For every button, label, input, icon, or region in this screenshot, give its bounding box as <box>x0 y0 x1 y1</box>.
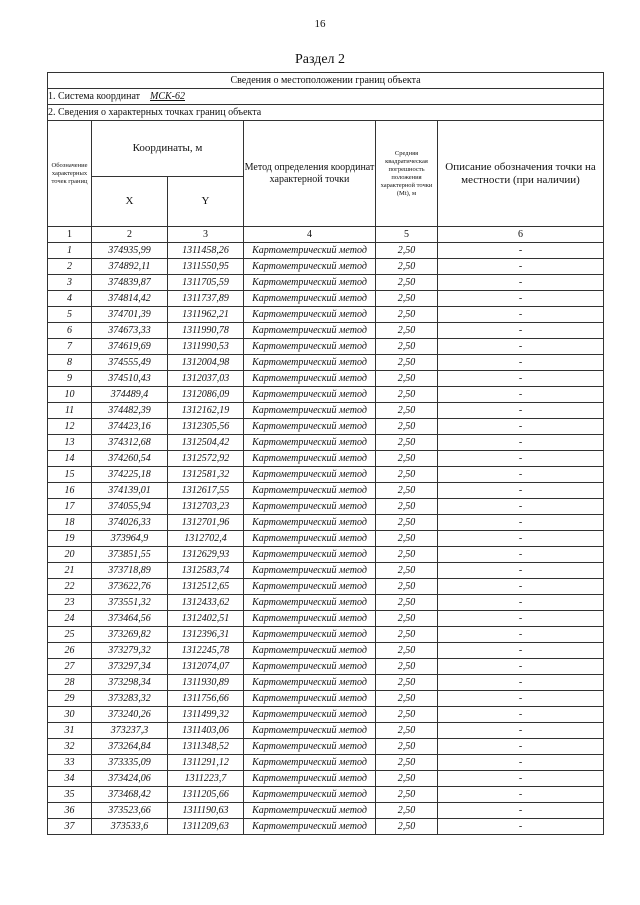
cell-x: 374839,87 <box>92 275 168 291</box>
table-row <box>48 371 604 387</box>
cell-point-number: 12 <box>48 419 92 435</box>
cell-x: 373468,42 <box>92 787 168 803</box>
cell-x: 373269,82 <box>92 627 168 643</box>
cell-x: 373523,66 <box>92 803 168 819</box>
cell-description: - <box>438 483 604 499</box>
table-row <box>48 579 604 595</box>
table-row <box>48 275 604 291</box>
cell-description: - <box>438 691 604 707</box>
table-row <box>48 339 604 355</box>
cell-point-number: 25 <box>48 627 92 643</box>
cell-mean-error: 2,50 <box>376 707 438 723</box>
cell-method: Картометрический метод <box>244 403 376 419</box>
cell-y: 1311990,78 <box>168 323 244 339</box>
cell-y: 1312245,78 <box>168 643 244 659</box>
table-row <box>48 691 604 707</box>
cell-point-number: 19 <box>48 531 92 547</box>
cell-method: Картометрический метод <box>244 499 376 515</box>
table-row <box>48 307 604 323</box>
cell-point-number: 35 <box>48 787 92 803</box>
cell-description: - <box>438 419 604 435</box>
table-row <box>48 435 604 451</box>
cell-y: 1311930,89 <box>168 675 244 691</box>
cell-x: 374482,39 <box>92 403 168 419</box>
header-y: Y <box>168 177 244 227</box>
cell-method: Картометрический метод <box>244 803 376 819</box>
cell-x: 374489,4 <box>92 387 168 403</box>
cell-mean-error: 2,50 <box>376 451 438 467</box>
cell-description: - <box>438 707 604 723</box>
cell-point-number: 16 <box>48 483 92 499</box>
cell-y: 1311291,12 <box>168 755 244 771</box>
cell-method: Картометрический метод <box>244 435 376 451</box>
points-section-label: 2. Сведения о характерных точках границ объекта <box>48 105 604 121</box>
cell-point-number: 13 <box>48 435 92 451</box>
cell-method: Картометрический метод <box>244 659 376 675</box>
cell-point-number: 8 <box>48 355 92 371</box>
cell-point-number: 24 <box>48 611 92 627</box>
table-row <box>48 259 604 275</box>
cell-description: - <box>438 243 604 259</box>
table-row <box>48 323 604 339</box>
table-row <box>48 611 604 627</box>
header-point-designation: Обозначение характерных точек границ <box>48 121 92 227</box>
cell-method: Картометрический метод <box>244 595 376 611</box>
cell-x: 373424,06 <box>92 771 168 787</box>
cell-point-number: 7 <box>48 339 92 355</box>
cell-method: Картометрический метод <box>244 387 376 403</box>
cell-description: - <box>438 579 604 595</box>
cell-mean-error: 2,50 <box>376 275 438 291</box>
cell-y: 1312703,23 <box>168 499 244 515</box>
cell-description: - <box>438 403 604 419</box>
cell-y: 1311403,06 <box>168 723 244 739</box>
header-description: Описание обозначения точки на местности (при наличии) <box>438 121 604 227</box>
cell-y: 1312074,07 <box>168 659 244 675</box>
cell-method: Картометрический метод <box>244 323 376 339</box>
cell-y: 1312583,74 <box>168 563 244 579</box>
cell-mean-error: 2,50 <box>376 755 438 771</box>
cell-method: Картометрический метод <box>244 355 376 371</box>
cell-x: 373297,34 <box>92 659 168 675</box>
cell-mean-error: 2,50 <box>376 627 438 643</box>
cell-point-number: 36 <box>48 803 92 819</box>
cell-mean-error: 2,50 <box>376 803 438 819</box>
cell-y: 1312162,19 <box>168 403 244 419</box>
cell-point-number: 2 <box>48 259 92 275</box>
cell-point-number: 21 <box>48 563 92 579</box>
cell-description: - <box>438 307 604 323</box>
cell-point-number: 14 <box>48 451 92 467</box>
cell-method: Картометрический метод <box>244 371 376 387</box>
cell-description: - <box>438 435 604 451</box>
column-number: 3 <box>168 227 244 243</box>
cell-y: 1311190,63 <box>168 803 244 819</box>
table-row <box>48 803 604 819</box>
column-number: 6 <box>438 227 604 243</box>
cell-point-number: 23 <box>48 595 92 611</box>
cell-y: 1312617,55 <box>168 483 244 499</box>
cell-x: 374026,33 <box>92 515 168 531</box>
cell-y: 1312433,62 <box>168 595 244 611</box>
cell-description: - <box>438 371 604 387</box>
cell-point-number: 10 <box>48 387 92 403</box>
table-row <box>48 707 604 723</box>
column-number: 5 <box>376 227 438 243</box>
cell-method: Картометрический метод <box>244 483 376 499</box>
cell-description: - <box>438 739 604 755</box>
cell-point-number: 1 <box>48 243 92 259</box>
cell-method: Картометрический метод <box>244 531 376 547</box>
cell-x: 373298,34 <box>92 675 168 691</box>
cell-x: 374510,43 <box>92 371 168 387</box>
cell-mean-error: 2,50 <box>376 291 438 307</box>
cell-method: Картометрический метод <box>244 275 376 291</box>
coordinates-table <box>47 72 604 835</box>
cell-point-number: 20 <box>48 547 92 563</box>
cell-point-number: 4 <box>48 291 92 307</box>
table-row <box>48 739 604 755</box>
cell-mean-error: 2,50 <box>376 579 438 595</box>
table-row <box>48 819 604 835</box>
cell-method: Картометрический метод <box>244 291 376 307</box>
cell-description: - <box>438 643 604 659</box>
cell-point-number: 32 <box>48 739 92 755</box>
cell-method: Картометрический метод <box>244 819 376 835</box>
cell-mean-error: 2,50 <box>376 819 438 835</box>
cell-mean-error: 2,50 <box>376 691 438 707</box>
cell-method: Картометрический метод <box>244 579 376 595</box>
cell-description: - <box>438 771 604 787</box>
cell-mean-error: 2,50 <box>376 243 438 259</box>
cell-description: - <box>438 547 604 563</box>
table-row <box>48 563 604 579</box>
cell-description: - <box>438 803 604 819</box>
cell-y: 1311458,26 <box>168 243 244 259</box>
cell-point-number: 9 <box>48 371 92 387</box>
table-row <box>48 627 604 643</box>
cell-description: - <box>438 755 604 771</box>
cell-x: 374312,68 <box>92 435 168 451</box>
cell-x: 373283,32 <box>92 691 168 707</box>
cell-description: - <box>438 451 604 467</box>
cell-description: - <box>438 323 604 339</box>
table-row <box>48 243 604 259</box>
table-row <box>48 643 604 659</box>
cell-mean-error: 2,50 <box>376 675 438 691</box>
cell-description: - <box>438 291 604 307</box>
cell-point-number: 27 <box>48 659 92 675</box>
cell-point-number: 29 <box>48 691 92 707</box>
cell-method: Картометрический метод <box>244 691 376 707</box>
cell-method: Картометрический метод <box>244 787 376 803</box>
table-row <box>48 675 604 691</box>
cell-mean-error: 2,50 <box>376 355 438 371</box>
table-row <box>48 467 604 483</box>
cell-point-number: 34 <box>48 771 92 787</box>
cell-x: 373240,26 <box>92 707 168 723</box>
cell-mean-error: 2,50 <box>376 419 438 435</box>
cell-y: 1312512,65 <box>168 579 244 595</box>
cell-mean-error: 2,50 <box>376 499 438 515</box>
cell-description: - <box>438 627 604 643</box>
cell-mean-error: 2,50 <box>376 323 438 339</box>
table-row <box>48 515 604 531</box>
cell-y: 1312701,96 <box>168 515 244 531</box>
cell-method: Картометрический метод <box>244 467 376 483</box>
cell-method: Картометрический метод <box>244 243 376 259</box>
table-row <box>48 291 604 307</box>
cell-x: 373464,56 <box>92 611 168 627</box>
header-mean-error: Средняя квадратическая погрешность положения характерной точки (Mt), м <box>376 121 438 227</box>
header-method: Метод определения координат характерной точки <box>244 121 376 227</box>
cell-description: - <box>438 515 604 531</box>
cell-x: 373851,55 <box>92 547 168 563</box>
cell-method: Картометрический метод <box>244 707 376 723</box>
cell-description: - <box>438 595 604 611</box>
cell-description: - <box>438 675 604 691</box>
column-number: 2 <box>92 227 168 243</box>
cell-method: Картометрический метод <box>244 307 376 323</box>
cell-mean-error: 2,50 <box>376 387 438 403</box>
cell-method: Картометрический метод <box>244 515 376 531</box>
cell-method: Картометрический метод <box>244 723 376 739</box>
cell-point-number: 37 <box>48 819 92 835</box>
cell-mean-error: 2,50 <box>376 563 438 579</box>
cell-description: - <box>438 531 604 547</box>
header-x: X <box>92 177 168 227</box>
cell-x: 374814,42 <box>92 291 168 307</box>
table-row <box>48 483 604 499</box>
cell-mean-error: 2,50 <box>376 403 438 419</box>
cell-y: 1312702,4 <box>168 531 244 547</box>
cell-x: 374139,01 <box>92 483 168 499</box>
cell-y: 1312037,03 <box>168 371 244 387</box>
table-row <box>48 547 604 563</box>
cell-description: - <box>438 275 604 291</box>
table-row <box>48 387 604 403</box>
section-title: Раздел 2 <box>294 52 346 67</box>
cell-description: - <box>438 787 604 803</box>
cell-point-number: 26 <box>48 643 92 659</box>
cell-x: 373335,09 <box>92 755 168 771</box>
cell-point-number: 33 <box>48 755 92 771</box>
cell-y: 1311550,95 <box>168 259 244 275</box>
cell-point-number: 28 <box>48 675 92 691</box>
cell-method: Картометрический метод <box>244 563 376 579</box>
table-row <box>48 787 604 803</box>
cell-point-number: 30 <box>48 707 92 723</box>
cell-mean-error: 2,50 <box>376 435 438 451</box>
cell-y: 1312629,93 <box>168 547 244 563</box>
cell-mean-error: 2,50 <box>376 659 438 675</box>
coordinate-system-value: МСК-62 <box>150 91 186 102</box>
cell-x: 373279,32 <box>92 643 168 659</box>
cell-point-number: 6 <box>48 323 92 339</box>
cell-y: 1311990,53 <box>168 339 244 355</box>
cell-method: Картометрический метод <box>244 675 376 691</box>
cell-x: 374673,33 <box>92 323 168 339</box>
table-row <box>48 403 604 419</box>
cell-point-number: 11 <box>48 403 92 419</box>
cell-x: 374935,99 <box>92 243 168 259</box>
cell-mean-error: 2,50 <box>376 723 438 739</box>
cell-y: 1311348,52 <box>168 739 244 755</box>
table-row <box>48 723 604 739</box>
cell-y: 1311499,32 <box>168 707 244 723</box>
cell-description: - <box>438 259 604 275</box>
cell-description: - <box>438 499 604 515</box>
cell-mean-error: 2,50 <box>376 771 438 787</box>
cell-mean-error: 2,50 <box>376 339 438 355</box>
coordinate-system-label: 1. Система координат <box>48 91 141 102</box>
cell-x: 374225,18 <box>92 467 168 483</box>
cell-y: 1311737,89 <box>168 291 244 307</box>
cell-y: 1311205,66 <box>168 787 244 803</box>
cell-y: 1312396,31 <box>168 627 244 643</box>
cell-description: - <box>438 819 604 835</box>
cell-mean-error: 2,50 <box>376 307 438 323</box>
cell-y: 1311209,63 <box>168 819 244 835</box>
cell-y: 1312305,56 <box>168 419 244 435</box>
table-row <box>48 771 604 787</box>
column-numbers-row <box>48 227 604 243</box>
table-row <box>48 595 604 611</box>
cell-y: 1312086,09 <box>168 387 244 403</box>
table-title: Сведения о местоположении границ объекта <box>48 73 604 89</box>
cell-method: Картометрический метод <box>244 451 376 467</box>
table-row <box>48 419 604 435</box>
table-row <box>48 355 604 371</box>
cell-method: Картометрический метод <box>244 627 376 643</box>
cell-x: 373622,76 <box>92 579 168 595</box>
page-number: 16 <box>314 18 326 30</box>
header-coordinates: Координаты, м <box>92 121 244 177</box>
column-number: 4 <box>244 227 376 243</box>
cell-y: 1311223,7 <box>168 771 244 787</box>
cell-point-number: 31 <box>48 723 92 739</box>
cell-mean-error: 2,50 <box>376 515 438 531</box>
cell-x: 374260,54 <box>92 451 168 467</box>
cell-y: 1312504,42 <box>168 435 244 451</box>
cell-mean-error: 2,50 <box>376 611 438 627</box>
cell-x: 373964,9 <box>92 531 168 547</box>
cell-y: 1312004,98 <box>168 355 244 371</box>
cell-method: Картометрический метод <box>244 611 376 627</box>
cell-x: 374423,16 <box>92 419 168 435</box>
column-number: 1 <box>48 227 92 243</box>
cell-x: 373237,3 <box>92 723 168 739</box>
cell-x: 374619,69 <box>92 339 168 355</box>
cell-method: Картометрический метод <box>244 259 376 275</box>
cell-mean-error: 2,50 <box>376 467 438 483</box>
cell-mean-error: 2,50 <box>376 787 438 803</box>
cell-mean-error: 2,50 <box>376 531 438 547</box>
cell-description: - <box>438 611 604 627</box>
cell-point-number: 3 <box>48 275 92 291</box>
cell-mean-error: 2,50 <box>376 259 438 275</box>
coordinate-system-row <box>48 89 604 105</box>
cell-point-number: 5 <box>48 307 92 323</box>
cell-y: 1312581,32 <box>168 467 244 483</box>
cell-x: 373718,89 <box>92 563 168 579</box>
table-row <box>48 451 604 467</box>
cell-method: Картометрический метод <box>244 339 376 355</box>
cell-mean-error: 2,50 <box>376 643 438 659</box>
cell-description: - <box>438 467 604 483</box>
cell-x: 373551,32 <box>92 595 168 611</box>
cell-x: 374555,49 <box>92 355 168 371</box>
cell-mean-error: 2,50 <box>376 739 438 755</box>
cell-description: - <box>438 355 604 371</box>
cell-x: 373264,84 <box>92 739 168 755</box>
table-row <box>48 755 604 771</box>
cell-y: 1311756,66 <box>168 691 244 707</box>
cell-x: 374892,11 <box>92 259 168 275</box>
cell-point-number: 18 <box>48 515 92 531</box>
cell-mean-error: 2,50 <box>376 371 438 387</box>
cell-y: 1312402,51 <box>168 611 244 627</box>
cell-y: 1311705,59 <box>168 275 244 291</box>
cell-y: 1312572,92 <box>168 451 244 467</box>
cell-description: - <box>438 387 604 403</box>
table-row <box>48 499 604 515</box>
cell-point-number: 22 <box>48 579 92 595</box>
cell-x: 374055,94 <box>92 499 168 515</box>
cell-x: 374701,39 <box>92 307 168 323</box>
cell-method: Картометрический метод <box>244 771 376 787</box>
cell-mean-error: 2,50 <box>376 483 438 499</box>
table-row <box>48 659 604 675</box>
cell-method: Картометрический метод <box>244 419 376 435</box>
cell-point-number: 17 <box>48 499 92 515</box>
cell-method: Картометрический метод <box>244 547 376 563</box>
cell-description: - <box>438 723 604 739</box>
cell-mean-error: 2,50 <box>376 595 438 611</box>
cell-method: Картометрический метод <box>244 739 376 755</box>
cell-point-number: 15 <box>48 467 92 483</box>
cell-y: 1311962,21 <box>168 307 244 323</box>
cell-description: - <box>438 563 604 579</box>
cell-method: Картометрический метод <box>244 643 376 659</box>
table-row <box>48 531 604 547</box>
cell-method: Картометрический метод <box>244 755 376 771</box>
cell-description: - <box>438 659 604 675</box>
cell-description: - <box>438 339 604 355</box>
cell-x: 373533,6 <box>92 819 168 835</box>
cell-mean-error: 2,50 <box>376 547 438 563</box>
